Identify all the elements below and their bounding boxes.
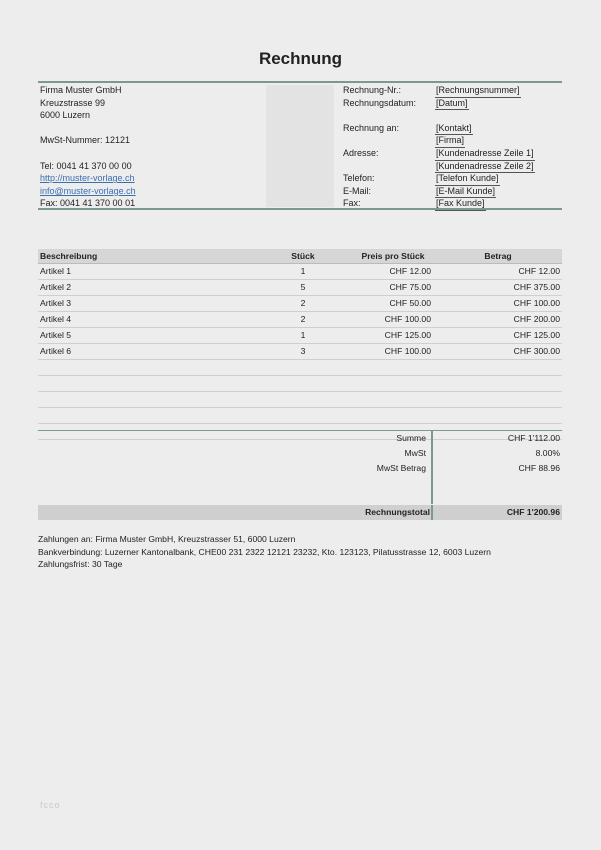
item-unit-price: CHF 50.00 — [389, 298, 431, 308]
item-unit-price: CHF 100.00 — [384, 346, 431, 356]
vat-rate-label: MwSt — [404, 448, 426, 458]
item-quantity: 1 — [300, 330, 306, 340]
sender-tel: Tel: 0041 41 370 00 00 — [40, 160, 132, 171]
spacer — [40, 122, 136, 135]
item-quantity: 5 — [300, 282, 306, 292]
item-unit-price: CHF 12.00 — [389, 266, 431, 276]
invoice-total-label: Rechnungstotal — [365, 507, 430, 517]
invoice-field-label: Rechnung-Nr.: — [343, 85, 402, 95]
invoice-field-label: Rechnung an: — [343, 122, 400, 133]
invoice-field-label: E-Mail: — [343, 185, 372, 196]
table-row — [38, 328, 562, 344]
invoice-field-value-text: [Kundenadresse Zeile 1] — [435, 147, 535, 161]
watermark: fcco — [40, 800, 61, 810]
item-description: Artikel 1 — [40, 266, 72, 276]
invoice-field-value[interactable] — [435, 172, 535, 185]
subtotal-label: Summe — [396, 433, 426, 443]
payment-footer — [38, 533, 491, 571]
bank-details: Bankverbindung: Luzerner Kantonalbank, CHE00 231 2322 12121 23232, Kto. 123123, Pilatusstrasse 12, 6003 Luzern — [38, 546, 491, 557]
item-description: Artikel 6 — [40, 346, 72, 356]
item-unit-price: CHF 125.00 — [384, 330, 431, 340]
item-unit-price: CHF 100.00 — [384, 314, 431, 324]
vat-rate-value: 8.00% — [535, 448, 560, 458]
table-row — [38, 280, 562, 296]
invoice-field-values — [435, 84, 535, 210]
item-amount: CHF 200.00 — [513, 314, 560, 324]
invoice-field-label — [343, 134, 416, 147]
table-row — [38, 264, 562, 280]
table-row — [38, 296, 562, 312]
summary-vat-amount — [38, 461, 562, 475]
summary-subtotal — [38, 431, 562, 445]
invoice-field-value[interactable] — [435, 97, 535, 110]
invoice-total-value: CHF 1'200.96 — [506, 507, 560, 517]
header-description: Beschreibung — [40, 251, 98, 261]
vat-amount-label: MwSt Betrag — [376, 463, 426, 473]
table-row — [38, 360, 562, 376]
invoice-field-value-text: [Firma] — [435, 134, 465, 148]
table-row — [38, 392, 562, 408]
item-quantity: 2 — [300, 298, 306, 308]
table-row — [38, 344, 562, 360]
invoice-field-value-text: [Telefon Kunde] — [435, 172, 500, 186]
invoice-field-label — [343, 109, 416, 122]
invoice-field-label: Adresse: — [343, 147, 379, 158]
invoice-field-value[interactable] — [435, 160, 535, 173]
invoice-field-value[interactable] — [435, 84, 535, 97]
sender-company: Firma Muster GmbH — [40, 85, 122, 95]
invoice-field-labels — [343, 84, 416, 210]
sender-street: Kreuzstrasse 99 — [40, 97, 106, 108]
header-top-rule — [38, 81, 562, 83]
item-amount: CHF 300.00 — [513, 346, 560, 356]
invoice-field-value[interactable] — [435, 147, 535, 160]
payment-to: Zahlungen an: Firma Muster GmbH, Kreuzstrasser 51, 6000 Luzern — [38, 534, 296, 544]
invoice-header — [38, 84, 562, 208]
vat-amount-value: CHF 88.96 — [518, 463, 560, 473]
invoice-field-label: Fax: — [343, 198, 361, 209]
table-row — [38, 312, 562, 328]
item-amount: CHF 12.00 — [518, 266, 560, 276]
total-divider — [431, 505, 433, 520]
invoice-field-value-text: [Datum] — [435, 97, 469, 111]
header-unit-price: Preis pro Stück — [361, 251, 425, 261]
invoice-field-value-text: [Rechnungsnummer] — [435, 84, 521, 98]
invoice-field-value[interactable] — [435, 122, 535, 135]
sender-fax: Fax: 0041 41 370 00 01 — [40, 198, 136, 209]
invoice-field-label: Rechnungsdatum: — [343, 97, 417, 108]
header-bottom-rule — [38, 208, 562, 210]
item-amount: CHF 375.00 — [513, 282, 560, 292]
header-amount: Betrag — [484, 251, 512, 261]
item-description: Artikel 3 — [40, 298, 72, 308]
summary-vat-rate — [38, 446, 562, 460]
items-table — [38, 249, 562, 440]
item-quantity: 2 — [300, 314, 306, 324]
item-quantity: 1 — [300, 266, 306, 276]
sender-block — [40, 84, 136, 210]
item-quantity: 3 — [300, 346, 306, 356]
table-row — [38, 408, 562, 424]
payment-terms: Zahlungsfrist: 30 Tage — [38, 559, 123, 570]
item-amount: CHF 125.00 — [513, 330, 560, 340]
sender-vat: MwSt-Nummer: 12121 — [40, 135, 131, 146]
invoice-field-value[interactable] — [435, 109, 535, 122]
invoice-field-value[interactable] — [435, 134, 535, 147]
invoice-field-value-text: [Kontakt] — [435, 122, 473, 136]
invoice-field-value-text: [Kundenadresse Zeile 2] — [435, 160, 535, 174]
spacer — [40, 147, 136, 160]
item-description: Artikel 4 — [40, 314, 72, 324]
item-description: Artikel 5 — [40, 330, 72, 340]
sender-web-link[interactable]: http://muster-vorlage.ch — [40, 173, 135, 184]
header-quantity: Stück — [291, 251, 315, 261]
page-title: Rechnung — [258, 49, 343, 68]
invoice-field-value-text: [Fax Kunde] — [435, 197, 486, 211]
invoice-field-value-text: [E-Mail Kunde] — [435, 185, 496, 199]
invoice-field-label — [343, 160, 416, 173]
table-row — [38, 376, 562, 392]
item-amount: CHF 100.00 — [513, 298, 560, 308]
invoice-field-value[interactable] — [435, 185, 535, 198]
item-unit-price: CHF 75.00 — [389, 282, 431, 292]
subtotal-value: CHF 1'112.00 — [507, 433, 560, 443]
sender-email-link[interactable]: info@muster-vorlage.ch — [40, 185, 136, 196]
invoice-total-row — [38, 505, 562, 520]
sender-city: 6000 Luzern — [40, 110, 91, 121]
invoice-field-label: Telefon: — [343, 173, 375, 184]
table-header-row — [38, 249, 562, 264]
item-description: Artikel 2 — [40, 282, 72, 292]
